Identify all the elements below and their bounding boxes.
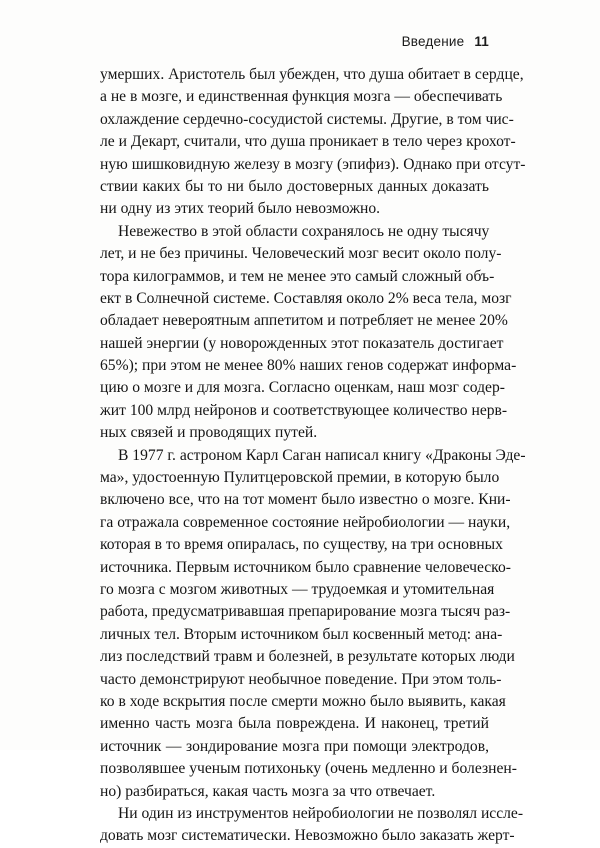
paragraph (100, 64, 526, 221)
body-text (100, 64, 526, 848)
text-line: лет, и не без причины. Человеческий мозг весит около полу- (100, 245, 502, 263)
page-number: 11 (474, 34, 489, 49)
text-line: источника. Первым источником было сравнение человеческо- (100, 558, 511, 576)
section-title: Введение (401, 34, 465, 49)
text-line: ект в Солнечной системе. Составляя около 2% веса тела, мозг (100, 289, 512, 307)
paragraph (100, 445, 526, 803)
text-line: лиз последствий травм и болезней, в результате которых люди (100, 648, 515, 666)
text-line: В 1977 г. астроном Карл Саган написал книгу «Драконы Эде- (118, 446, 526, 464)
text-line: довать мозг систематически. Невозможно было заказать жерт- (100, 827, 515, 845)
text-line: цию о мозге и для мозга. Согласно оценкам, наш мозг содер- (100, 379, 505, 397)
text-line: позволявшее ученым потихоньку (очень медленно и болезнен- (100, 760, 517, 778)
text-line: 65%); при этом не менее 80% наших генов содержат информа- (100, 357, 517, 375)
running-head (402, 34, 489, 49)
text-line: включено все, что на тот момент было известно о мозге. Кни- (100, 491, 511, 509)
text-line: ко в ходе вскрытия после смерти можно было выявить, какая (100, 692, 506, 710)
text-line: ную шишковидную железу в мозгу (эпифиз). Однако при отсут- (100, 155, 526, 173)
text-line: га отражала современное состояние нейробиологии — науки, (100, 513, 511, 531)
text-line: источник — зондирование мозга при помощи электродов, (100, 737, 489, 755)
text-line: а не в мозге, и единственная функция мозга — обеспечивать (100, 88, 503, 106)
text-line: ма», удостоенную Пулитцеровской премии, в которую было (100, 469, 500, 487)
text-line: умерших. Аристотель был убежден, что душа обитает в сердце, (100, 66, 524, 83)
text-line: го мозга с мозгом животных — трудоемкая и утомительная (100, 580, 495, 598)
text-line: ни одну из этих теорий было невозможно. (100, 200, 381, 218)
text-line: личных тел. Вторым источником был косвенный метод: ана- (100, 625, 503, 643)
text-line: которая в то время опиралась, по существу, на три основных (100, 536, 503, 554)
text-line: охлаждение сердечно-сосудистой системы. Другие, в том чис- (100, 110, 514, 128)
text-line: часто демонстрируют необычное поведение. При этом толь- (100, 670, 502, 688)
text-line: Невежество в этой области сохранялось не одну тысячу (118, 222, 490, 240)
text-line: Ни один из инструментов нейробиологии не позволял иссле- (118, 804, 524, 822)
text-line: ных связей и проводящих путей. (100, 424, 318, 442)
paragraph (100, 803, 524, 848)
text-line: тора килограммов, и тем не менее это самый сложный объ- (100, 267, 495, 285)
text-line: ле и Декарт, считали, что душа проникает в тело через крохот- (100, 133, 516, 151)
text-line: работа, предусматривавшая препарирование мозга тысяч раз- (100, 603, 511, 621)
text-line: но) разбираться, какая часть мозга за что отвечает. (100, 782, 436, 800)
paragraph (100, 221, 517, 445)
text-line: жит 100 млрд нейронов и соответствующее количество нерв- (100, 401, 508, 419)
text-line: нашей энергии (у новорожденных этот показатель достигает (100, 334, 504, 352)
text-line: ствии каких бы то ни было достоверных данных доказать (100, 177, 489, 195)
text-line: обладает невероятным аппетитом и потребляет не менее 20% (100, 312, 508, 330)
text-line: именно часть мозга была повреждена. И наконец, третий (100, 715, 489, 733)
